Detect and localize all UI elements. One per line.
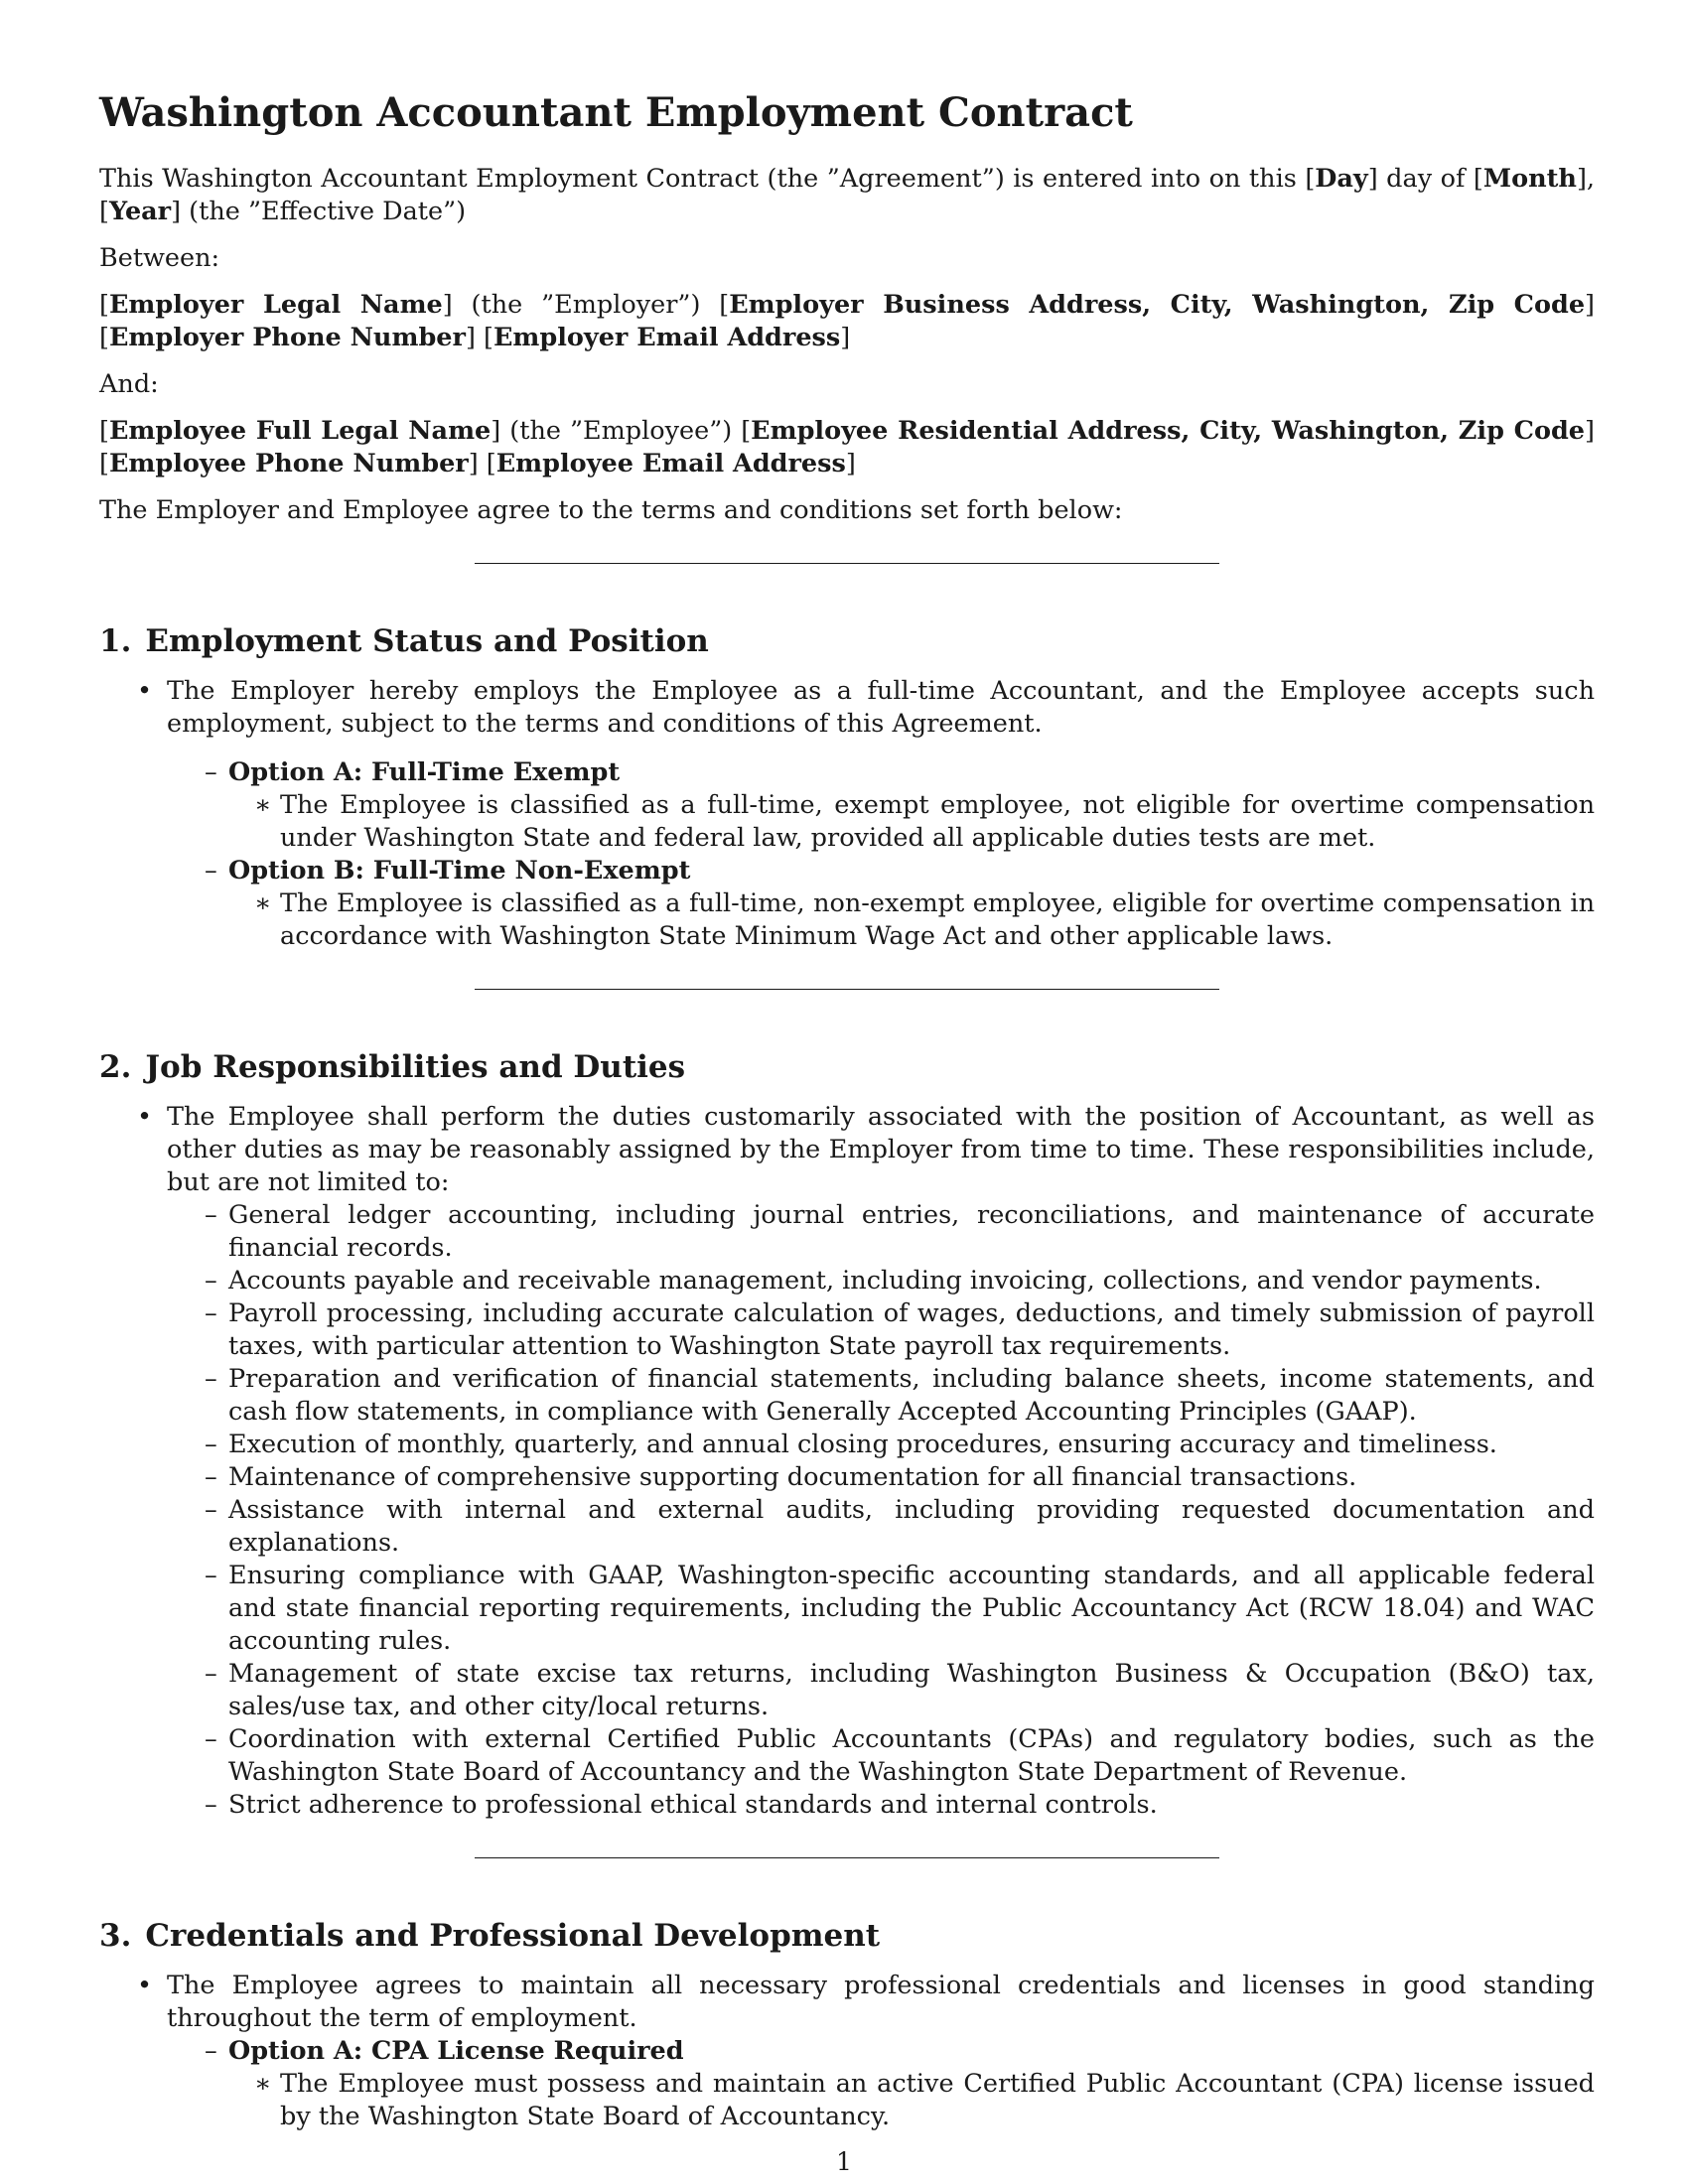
list-item: • The Employer hereby employs the Employee as a full-time Accountant, and the Employee accepts such employment, subject to the terms and conditions of this Agreement. – Option A: Full-Time Exempt ∗ The Employee is classified as a full-time, exempt employee, not eligible for overtime compensation under Washington State and federal law, provided all applicable duties tests are met. – Option B: Full-Time Non-Exempt ∗ The Employee is classified as a full-time, non-exempt employee, eligible for overtime compensation in accordance with Washington State Minimum Wage Act and other applicable laws.: [99, 675, 1595, 953]
page-number: 1: [836, 2147, 852, 2176]
section-1-heading: 1. Employment Status and Position: [99, 623, 709, 659]
duty-item: – General ledger accounting, including journal entries, reconciliations, and maintenance of accurate financial records.: [167, 1199, 1595, 1265]
section-1-options: [167, 756, 1595, 953]
duty-item: – Maintenance of comprehensive supporting documentation for all financial transactions.: [167, 1461, 1595, 1494]
section-2-list: [99, 1101, 1595, 1822]
between-label: Between:: [99, 243, 220, 273]
employer-name: Employer Legal Name: [108, 290, 443, 320]
option-b-text: ∗ The Employee is classified as a full-time, non-exempt employee, eligible for overtime compensation in accordance with Washington State Minimum Wage Act and other applicable laws.: [228, 887, 1595, 953]
list-item: • The Employee agrees to maintain all necessary professional credentials and licenses in good standing throughout the term of employment. – Option A: CPA License Required ∗ The Employee must possess and maintain an active Certified Public Accountant (CPA) license issued by the Washington State Board of Accountancy.: [99, 1970, 1595, 2133]
option-a: – Option A: CPA License Required ∗ The Employee must possess and maintain an active Certified Public Accountant (CPA) license issued by the Washington State Board of Accountancy.: [167, 2035, 1595, 2133]
employee-address: Employee Residential Address, City, Washington, Zip Code: [751, 416, 1586, 446]
day-placeholder: Day: [1315, 164, 1368, 194]
employer-email: Employer Email Address: [492, 323, 841, 352]
employee-email: Employee Email Address: [495, 449, 846, 478]
duty-item: – Coordination with external Certified Public Accountants (CPAs) and regulatory bodies, such as the Washington State Board of Accountancy and the Washington State Department of Revenue.: [167, 1723, 1595, 1789]
divider: [475, 989, 1219, 990]
and-label: And:: [99, 369, 159, 399]
duty-item: – Preparation and verification of financial statements, including balance sheets, income statements, and cash flow statements, in compliance with Generally Accepted Accounting Principles (GAAP).: [167, 1363, 1595, 1429]
list-item: • The Employee shall perform the duties customarily associated with the position of Accountant, as well as other duties as may be reasonably assigned by the Employer from time to time. These responsibilities include, but are not limited to: – General ledger accounting, including journal entries, reconciliations, and maintenance of accurate financial records. – Accounts payable and receivable management, including invoicing, collections, and vendor payments. – Payroll processing, including accurate calculation of wages, deductions, and timely submission of payroll taxes, with particular attention to Washington State payroll tax requirements. – Preparation and verification of financial statements, including balance sheets, income statements, and cash flow statements, in compliance with Generally Accepted Accounting Principles (GAAP). – Execution of monthly, quarterly, and annual closing procedures, ensuring accuracy and timeliness. – Maintenance of comprehensive supporting documentation for all financial transactions. – Assistance with internal and external audits, including providing requested documentation and explanations. – Ensuring compliance with GAAP, Washington-specific accounting standards, and all applicable federal and state financial reporting requirements, including the Public Accountancy Act (RCW 18.04) and WAC accounting rules. – Management of state excise tax returns, including Washington Business & Occupation (B&O) tax, sales/use tax, and other city/local returns. – Coordination with external Certified Public Accountants (CPAs) and regulatory bodies, such as the Washington State Board of Accountancy and the Washington State Department of Revenue. – Strict adherence to professional ethical standards and internal controls.: [99, 1101, 1595, 1822]
duty-item: – Strict adherence to professional ethical standards and internal controls.: [167, 1789, 1595, 1822]
document-title: Washington Accountant Employment Contract: [99, 89, 1133, 136]
divider: [475, 563, 1219, 564]
employee-name: Employee Full Legal Name: [108, 416, 492, 446]
duties-list: [167, 1199, 1595, 1822]
month-placeholder: Month: [1482, 164, 1577, 194]
year-placeholder: Year: [108, 197, 172, 226]
option-b: – Option B: Full-Time Non-Exempt ∗ The Employee is classified as a full-time, non-exempt employee, eligible for overtime compensation in accordance with Washington State Minimum Wage Act and other applicable laws.: [167, 855, 1595, 953]
section-3-heading: 3. Credentials and Professional Development: [99, 1918, 881, 1954]
section-3-options: [167, 2035, 1595, 2133]
duty-item: – Accounts payable and receivable management, including invoicing, collections, and vendor payments.: [167, 1265, 1595, 1297]
duty-item: – Payroll processing, including accurate calculation of wages, deductions, and timely submission of payroll taxes, with particular attention to Washington State payroll tax requirements.: [167, 1297, 1595, 1363]
duty-item: – Assistance with internal and external audits, including providing requested documentation and explanations.: [167, 1494, 1595, 1560]
employer-phone: Employer Phone Number: [108, 323, 466, 352]
duty-item: – Ensuring compliance with GAAP, Washington-specific accounting standards, and all applicable federal and state financial reporting requirements, including the Public Accountancy Act (RCW 18.04) and WAC accounting rules.: [167, 1560, 1595, 1658]
option-a: – Option A: Full-Time Exempt ∗ The Employee is classified as a full-time, exempt employee, not eligible for overtime compensation under Washington State and federal law, provided all applicable duties tests are met.: [167, 756, 1595, 855]
duty-item: – Execution of monthly, quarterly, and annual closing procedures, ensuring accuracy and timeliness.: [167, 1429, 1595, 1461]
employer-block: [Employer Legal Name] (the ”Employer”) [Employer Business Address, City, Washington, Zip Code] [Employer Phone Number] [Employer Email Address]: [99, 290, 1595, 352]
employee-phone: Employee Phone Number: [108, 449, 469, 478]
employer-address: Employer Business Address, City, Washington, Zip Code: [729, 290, 1586, 320]
duty-item: – Management of state excise tax returns, including Washington Business & Occupation (B&O) tax, sales/use tax, and other city/local returns.: [167, 1658, 1595, 1723]
agree-line: The Employer and Employee agree to the terms and conditions set forth below:: [99, 495, 1123, 525]
employee-block: [Employee Full Legal Name] (the ”Employee”) [Employee Residential Address, City, Washington, Zip Code] [Employee Phone Number] [Employee Email Address]: [99, 416, 1595, 478]
document-page: [99, 89, 1595, 2133]
section-3-list: [99, 1970, 1595, 2133]
section-2-heading: 2. Job Responsibilities and Duties: [99, 1049, 686, 1085]
option-a-text: ∗ The Employee must possess and maintain an active Certified Public Accountant (CPA) license issued by the Washington State Board of Accountancy.: [228, 2068, 1595, 2133]
divider: [475, 1857, 1219, 1858]
section-1-list: [99, 675, 1595, 953]
option-a-text: ∗ The Employee is classified as a full-time, exempt employee, not eligible for overtime compensation under Washington State and federal law, provided all applicable duties tests are met.: [228, 789, 1595, 855]
intro-paragraph: This Washington Accountant Employment Contract (the ”Agreement”) is entered into on this [Day] day of [Month], [Year] (the ”Effective Date”): [99, 164, 1595, 226]
